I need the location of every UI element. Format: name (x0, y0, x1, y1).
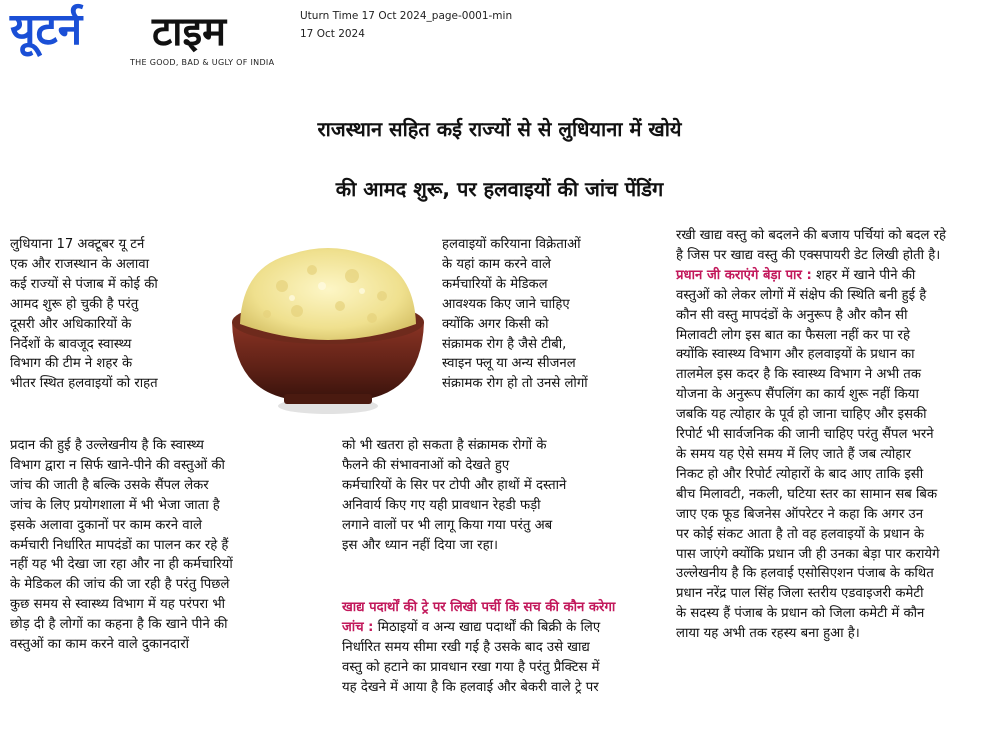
text-line: एक और राजस्थान के अलावा (10, 256, 150, 272)
text-line: जबकि यह त्योहार के पूर्व हो जाना चाहिए और इसकी (676, 407, 927, 423)
text-line: के मेडिकल की जांच की जा रही है परंतु पिछले (10, 577, 230, 593)
text-line: तालमेल इस कदर है कि स्वास्थ्य विभाग ने अभी तक (676, 367, 921, 383)
file-name: Uturn Time 17 Oct 2024_page-0001-min (300, 10, 513, 22)
text-line: क्योंकि अगर किसी को (442, 316, 549, 332)
text-line: छोड़ दी है लोगों का कहना है कि खाने पीने की (10, 617, 228, 633)
text-line: वस्तुओं का काम करने वाले दुकानदारों (10, 637, 190, 653)
masthead-logo-part2: टाइम (152, 9, 227, 55)
text-line: निर्देशों के बावजूद स्वास्थ्य (10, 336, 132, 352)
text-line: बीच मिलावटी, नकली, घटिया स्तर का सामान सब बिक (676, 486, 938, 502)
masthead-logo-part1: यूटर्न (10, 4, 83, 55)
text-line: फैलने की संभावनाओं को देखते हुए (342, 457, 510, 473)
text-line: पर कोई संकट आता है तो वह हलवाइयों के प्रधान के (676, 526, 925, 542)
text-line: जाए एक फूड बिजनेस ऑपरेटर ने कहा कि अगर उन (676, 506, 924, 522)
text-line: मिठाइयों व अन्य खाद्य पदार्थों की बिक्री के लिए (377, 619, 601, 635)
text-line: कुछ समय से स्वास्थ्य विभाग में यह परंपरा भी (10, 597, 226, 613)
masthead-tagline: THE GOOD, BAD & UGLY OF INDIA (130, 58, 275, 67)
text-line: आमद शुरू हो चुकी है परंतु (10, 296, 139, 312)
column-2-section (342, 598, 652, 698)
text-line: वस्तुओं को लेकर लोगों में संक्षेप की स्थिति बनी हुई है (676, 287, 927, 303)
text-line: है जिस पर खाद्य वस्तु की एक्सपायरी डेट लिखी होती है। (676, 247, 941, 263)
text-line: संक्रामक रोग हो तो उनसे लोगों (442, 376, 588, 392)
text-line: कर्मचारियों के मेडिकल (442, 276, 548, 292)
text-line: विभाग द्वारा न सिर्फ खाने-पीने की वस्तुओं की (10, 457, 225, 473)
khoya-bowl-photo (222, 236, 434, 418)
text-line: लाया यह अभी तक रहस्य बना हुआ है। (676, 626, 860, 642)
text-line: हलवाइयों करियाना विक्रेताओं (442, 237, 581, 252)
text-line: जांच के लिए प्रयोगशाला में भी भेजा जाता है (10, 497, 220, 513)
text-line: प्रधान नरेंद्र पाल सिंह जिला स्तरीय एडवाइजरी कमेटी (676, 586, 924, 602)
text-line: लुधियाना 17 अक्टूबर यू टर्न (10, 237, 145, 252)
text-line: शहर में खाने पीने की (815, 267, 916, 283)
text-line: इसके अलावा दुकानों पर काम करने वाले (10, 517, 202, 533)
text-line: कर्मचारी निर्धारित मापदंडों का पालन कर रहे हैं (10, 537, 229, 553)
khoya-bowl-illustration (222, 236, 434, 418)
text-line: यह देखने में आया है कि हलवाई और बेकरी वाले ट्रे पर (342, 679, 599, 695)
text-line: क्योंकि स्वास्थ्य विभाग और हलवाइयों के प्रधान का (676, 347, 915, 363)
text-line: निर्धारित समय सीमा रखी गई है उसके बाद उसे खाद्य (342, 639, 590, 655)
text-line: इस और ध्यान नहीं दिया जा रहा। (342, 537, 498, 553)
text-line: कई राज्यों से पंजाब में कोई की (10, 276, 158, 292)
text-line: कर्मचारियों के सिर पर टोपी और हाथों में दस्ताने (342, 477, 567, 493)
text-line: निकट हो और रिपोर्ट त्योहारों के बाद आए ताकि इसी (676, 466, 924, 482)
text-line: कौन सी वस्तु मापदंडों के अनुरूप है और कौन सी (676, 307, 908, 323)
text-line: विभाग की टीम ने शहर के (10, 356, 133, 372)
text-line: लगाने वालों पर भी लागू किया गया परंतु अब (342, 517, 553, 533)
text-line: जांच की जाती है बल्कि उसके सैंपल लेकर (10, 477, 209, 493)
headline-line-1: राजस्थान सहित कई राज्यों से से लुधियाना में खोये (317, 117, 682, 141)
issue-date: 17 Oct 2024 (300, 28, 365, 40)
text-line: नहीं यह भी देखा जा रहा और ना ही कर्मचारियों (10, 557, 233, 573)
text-line: प्रदान की हुई है उल्लेखनीय है कि स्वास्थ्य (10, 438, 204, 453)
column-1-long (10, 436, 322, 655)
text-line: अनिवार्य किए गए यही प्रावधान रेहडी फड़ी (342, 497, 541, 513)
section-subhead: प्रधान जी कराएंगे बेड़ा पार : (676, 267, 812, 283)
text-line: स्वाइन फ्लू या अन्य सीजनल (442, 356, 576, 372)
text-line: के समय यह ऐसे समय में लिए जाते हैं जब त्योहार (676, 446, 912, 462)
text-line: रखी खाद्य वस्तु को बदलने की बजाय पर्चियां को बदल रहे (676, 228, 947, 243)
section-subhead: खाद्य पदार्थों की ट्रे पर लिखी पर्ची कि सच की कौन करेगा (342, 600, 616, 615)
column-2-top (442, 235, 652, 394)
text-line: उल्लेखनीय है कि हलवाई एसोसिएशन पंजाब के कथित (676, 566, 934, 582)
text-line: रिपोर्ट भी सार्वजनिक की जानी चाहिए परंतु सैंपल भरने (676, 427, 934, 443)
column-1-short (10, 235, 220, 394)
text-line: संक्रामक रोग है जैसे टीबी, (442, 336, 567, 352)
column-3 (676, 226, 988, 644)
text-line: आवश्यक किए जाने चाहिए (442, 296, 570, 312)
text-line: योजना के अनुरूप सैंपलिंग का कार्य शुरू नहीं किया (676, 387, 919, 403)
text-line: को भी खतरा हो सकता है संक्रामक रोगों के (342, 438, 547, 453)
text-line: दूसरी और अधिकारियों के (10, 316, 132, 332)
headline-line-2: की आमद शुरू, पर हलवाइयों की जांच पेंडिंग (335, 177, 664, 201)
text-line: भीतर स्थित हलवाइयों को राहत (10, 376, 158, 392)
column-2-wide (342, 436, 652, 555)
text-line: पास जाएंगे क्योंकि प्रधान जी ही उनका बेड़ा पार करायेगे (676, 546, 940, 562)
text-line: वस्तु को हटाने का प्रावधान रखा गया है परंतु प्रैक्टिस में (342, 659, 600, 675)
text-line: के यहां काम करने वाले (442, 256, 551, 272)
text-line: के सदस्य हैं पंजाब के प्रधान को जिला कमेटी में कौन (676, 606, 925, 622)
section-subhead-lead: जांच : (342, 619, 374, 635)
text-line: मिलावटी लोग इस बात का फैसला नहीं कर पा रहे (676, 327, 910, 343)
